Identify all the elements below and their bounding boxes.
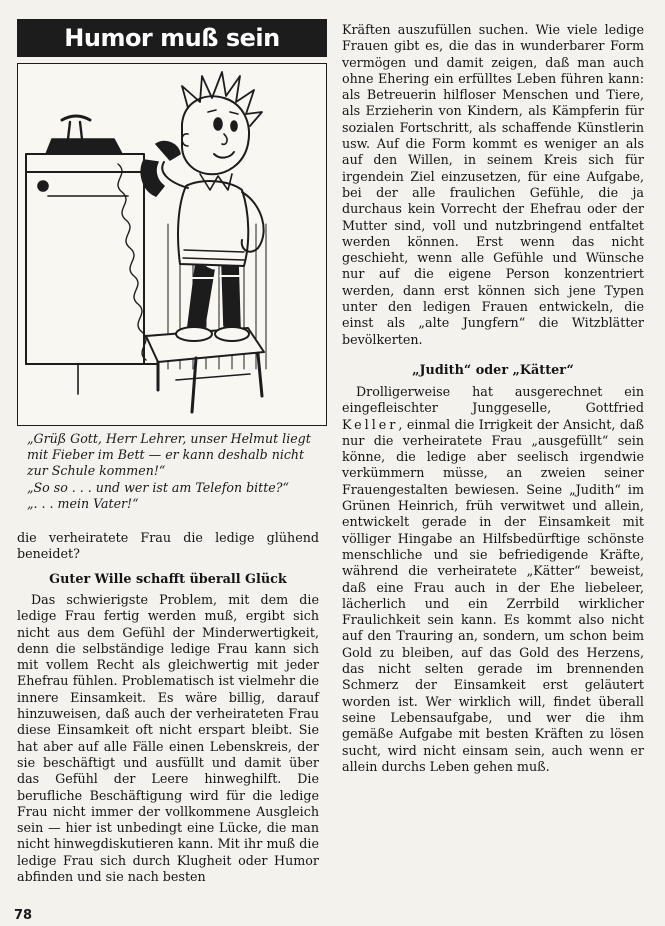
left-intro-text: die verheiratete Frau die ledige glühend beneidet? — [17, 530, 319, 562]
headline: Humor muß sein — [64, 24, 280, 52]
right-subheading: „Judith“ oder „Kätter“ — [412, 363, 574, 378]
cartoon-caption — [27, 431, 323, 512]
caption-line-3: „. . . mein Vater!“ — [27, 495, 139, 511]
author-name: Keller — [342, 416, 399, 432]
cartoon-drawing — [18, 64, 325, 424]
right-body-rest: , einmal die Irrigkeit der Ansicht, daß nur die verheiratete Frau „ausgefüllt“ sein könne, die ledige aber seelisch irgendwie verkümmern müsse, an zweien seiner Frauengestalten bewiesen. Seine „Judith“ im Grünen Heinrich, früh verwitwet und allein, entwickelt gerade in der Einsamkeit mit völliger Hingabe an Hilfsbedürftige schönste menschliche und sie befriedigende Kräfte, während die verheiratete „Kätter“ beweist, daß eine Frau auch in der Ehe liebeleer, lächerlich und ein Zerrbild wirklicher Fraulichkeit sein kann. Es kommt also nicht auf den Trauring an, sondern, um schon beim Gold zu bleiben, auf das Gold des Herzens, das nicht selten gerade im brennenden Schmerz der Einsamkeit erst geläutert worden ist. Wer wirklich will, findet überall seine Lebensaufgabe, und wer die ihm gemäße Aufgabe mit besten Kräften zu lösen sucht, wird nicht einsam sein, auch wenn er allein durchs Leben gehen muß. — [342, 416, 644, 774]
left-subheading: Guter Wille schafft überall Glück — [49, 572, 287, 587]
page-number: 78 — [14, 908, 33, 923]
right-body-start: Drolligerweise hat ausgerechnet ein eingefleischter Junggeselle, Gottfried — [342, 384, 644, 416]
caption-line-1: „Grüß Gott, Herr Lehrer, unser Helmut liegt mit Fieber im Bett — er kann deshalb nicht zur Schule kommen!“ — [27, 431, 311, 479]
right-continued-text: Kräften auszufüllen suchen. Wie viele ledige Frauen gibt es, die das in wunderbarer Form vermögen und damit zeigen, daß man auch ohne Ehering ein erfülltes Leben führen kann: als Betreuerin hilfloser Menschen und Tiere, als Erzieherin von Kindern, als Kämpferin für sozialen Fortschritt, als schaffende Künstlerin usw. Auf die Form kommt es weniger an als auf den Willen, in seinem Kreis sich für irgendein Ziel einzusetzen, für eine Aufgabe, bei der alle fraulichen Gefühle, die ja durchaus kein Vorrecht der Ehefrau oder der Mutter sind, voll und nutzbringend entfaltet werden können. Erst wenn das nicht geschieht, wenn alle Gefühle und Wünsche nur auf die eigene Person konzentriert werden, dann erst können sich jene Typen unter den ledigen Frauen entwickeln, die einst als „alte Jungfern“ die Witzblätter bevölkerten. — [342, 22, 644, 347]
cartoon-illustration — [17, 63, 327, 426]
left-body-text: Das schwierigste Problem, mit dem die ledige Frau fertig werden muß, ergibt sich nicht aus dem Gefühl der Minderwertigkeit, denn die selbständige ledige Frau kann sich mit vollem Recht als gleichwertig mit jeder Ehefrau fühlen. Problematisch ist vielmehr die innere Einsamkeit. Es wäre billig, darauf hinzuweisen, daß auch der verheirateten Frau diese Einsamkeit oft nicht erspart bleibt. Sie hat aber auf alle Fälle einen Lebenskreis, der sie beschäftigt und ausfüllt und damit über das Gefühl der Leere hinweghilft. Die berufliche Beschäftigung wird für die ledige Frau nicht immer der vollkommene Ausgleich sein — hier ist unbedingt eine Lücke, die man nicht hinwegdiskutieren kann. Mit ihr muß die ledige Frau sich durch Klugheit oder Humor abfinden und sie nach besten — [17, 592, 319, 885]
headline-bar — [17, 19, 327, 57]
right-body-text — [342, 384, 644, 775]
caption-line-2: „So so . . . und wer ist am Telefon bitte?“ — [27, 479, 289, 495]
